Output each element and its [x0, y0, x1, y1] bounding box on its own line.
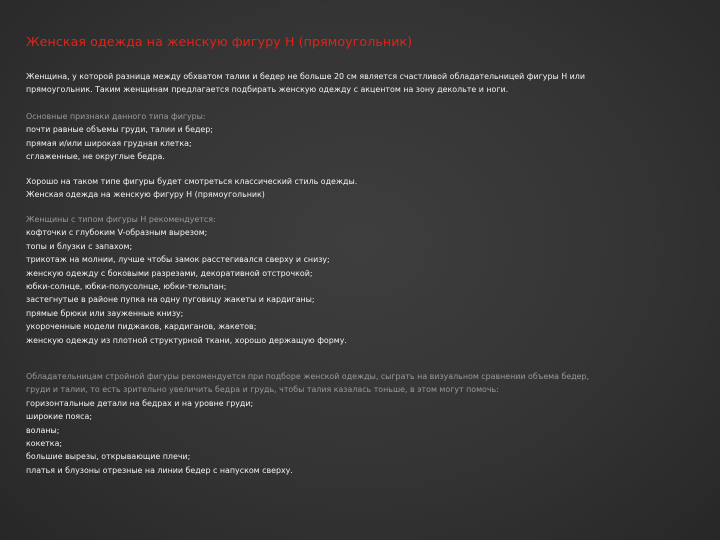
recommendations-section	[26, 213, 694, 347]
slim-item: воланы;	[26, 425, 60, 435]
intro-line: прямоугольник. Таким женщинам предлагается подбирать женскую одежду с акцентом на зону декольте и ноги.	[26, 85, 509, 95]
slim-figure-section	[26, 370, 694, 477]
signs-item: сглаженные, не округлые бедра.	[26, 152, 165, 162]
slim-heading-line: Обладательницам стройной фигуры рекомендуется при подборе женской одежды, сыграть на визуальном сравнении объема бедер,	[26, 372, 590, 381]
recommendation-item: прямые брюки или зауженные книзу;	[26, 308, 184, 318]
classic-line: Хорошо на таком типе фигуры будет смотреться классический стиль одежды.	[26, 177, 358, 186]
intro-line: Женщина, у которой разница между обхватом талии и бедер не больше 20 см является счастливой обладательницей фигуры H или	[26, 72, 585, 81]
slide-title: Женская одежда на женскую фигуру H (прямоугольник)	[26, 34, 413, 49]
slim-heading-line: груди и талии, то есть зрительно увеличить бедра и грудь, чтобы талия казалась тоньше, в этом могут помочь:	[26, 385, 499, 395]
slim-item: широкие пояса;	[26, 412, 93, 422]
recommendation-item: топы и блузки с запахом;	[26, 241, 133, 251]
signs-heading: Основные признаки данного типа фигуры:	[26, 112, 206, 121]
classic-line: Женская одежда на женскую фигуру H (прямоугольник)	[26, 190, 265, 200]
recommendation-item: юбки-солнце, юбки-полусолнце, юбки-тюльпан;	[26, 282, 227, 292]
classic-style-paragraph	[26, 175, 694, 202]
recommendation-item: укороченные модели пиджаков, кардиганов, жакетов;	[26, 322, 257, 332]
slim-item: большие вырезы, открывающие плечи;	[26, 452, 191, 462]
signs-item: почти равные объемы груди, талии и бедер;	[26, 125, 213, 135]
figure-signs-section	[26, 110, 694, 164]
recommendation-item: женскую одежду с боковыми разрезами, декоративной отстрочкой;	[26, 268, 313, 278]
signs-item: прямая и/или широкая грудная клетка;	[26, 138, 192, 148]
recommendation-item: застегнутые в районе пупка на одну пуговицу жакеты и кардиганы;	[26, 295, 315, 305]
recommendation-item: кофточки с глубоким V-образным вырезом;	[26, 228, 208, 238]
recommendation-item: трикотаж на молнии, лучше чтобы замок расстегивался сверху и снизу;	[26, 255, 330, 265]
intro-paragraph	[26, 70, 694, 97]
slim-item: горизонтальные детали на бедрах и на уровне груди;	[26, 398, 254, 408]
slim-item: кокетка;	[26, 439, 63, 449]
slim-item: платья и блузоны отрезные на линии бедер с напуском сверху.	[26, 465, 293, 475]
recommendations-heading: Женщины с типом фигуры H рекомендуется:	[26, 215, 216, 224]
recommendation-item: женскую одежду из плотной структурной ткани, хорошо держащую форму.	[26, 335, 347, 345]
